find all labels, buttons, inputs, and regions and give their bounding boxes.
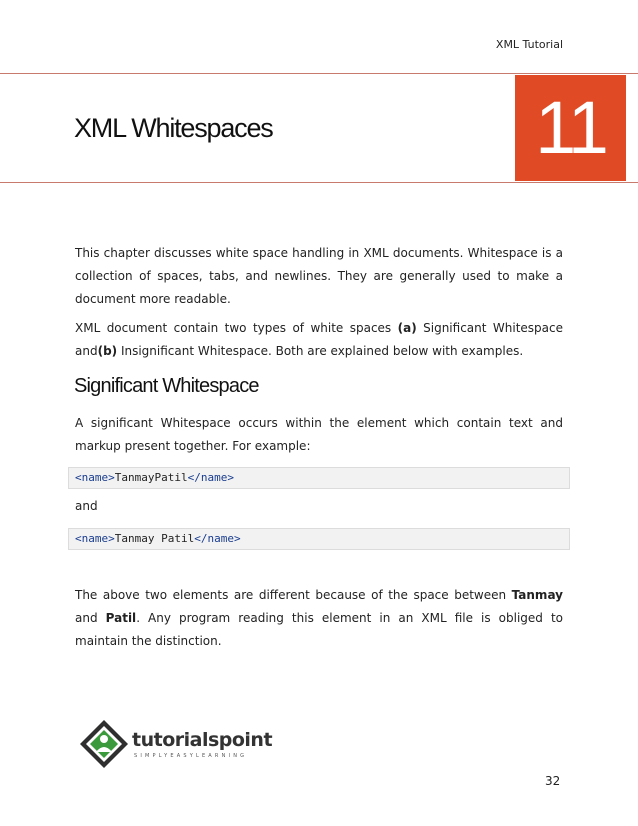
text-span: . Any program reading this element in an XML file is obliged to maintain the distinction.	[75, 611, 564, 648]
bold-span: Patil	[105, 611, 137, 625]
chapter-title: XML Whitespaces	[74, 113, 273, 143]
page-number: 32	[545, 774, 561, 788]
text-span: XML document contain two types of white spaces	[75, 321, 398, 335]
section-paragraph-2	[75, 584, 563, 653]
section-paragraph-1: A significant Whitespace occurs within the element which contain text and markup present together. For example:	[75, 416, 563, 453]
text-span: and	[75, 611, 106, 625]
tutorialspoint-logo	[78, 714, 278, 774]
section-heading: Significant Whitespace	[74, 375, 259, 397]
logo-tagline: SIMPLYEASYLEARNING	[134, 753, 248, 759]
bold-span: Tanmay	[511, 588, 563, 602]
code-close-tag: </name>	[187, 471, 234, 484]
bold-span: (b)	[97, 344, 118, 358]
code-open-tag: <name>	[75, 471, 115, 484]
logo-diamond-icon	[78, 718, 130, 770]
code-block-1	[68, 467, 570, 489]
and-text: and	[75, 499, 98, 513]
text-span: Significant Whitespace and	[75, 321, 563, 358]
code-close-tag: </name>	[194, 532, 241, 545]
code-open-tag: <name>	[75, 532, 115, 545]
text-span: The above two elements are different because of the space between	[75, 588, 512, 602]
chapter-number-box	[515, 75, 626, 181]
running-header: XML Tutorial	[495, 38, 563, 51]
code-block-2	[68, 528, 570, 550]
chapter-number: 11	[535, 86, 606, 169]
code-text: Tanmay Patil	[114, 532, 195, 545]
logo-text: tutorialspoint	[132, 729, 273, 751]
bold-span: (a)	[397, 321, 417, 335]
intro-paragraph-1: This chapter discusses white space handling in XML documents. Whitespace is a collection of spaces, tabs, and newlines. They are generally used to make a document more readable.	[75, 246, 563, 306]
code-text: TanmayPatil	[114, 471, 188, 484]
text-span: Insignificant Whitespace. Both are explained below with examples.	[117, 344, 524, 358]
intro-paragraph-2	[75, 317, 563, 363]
